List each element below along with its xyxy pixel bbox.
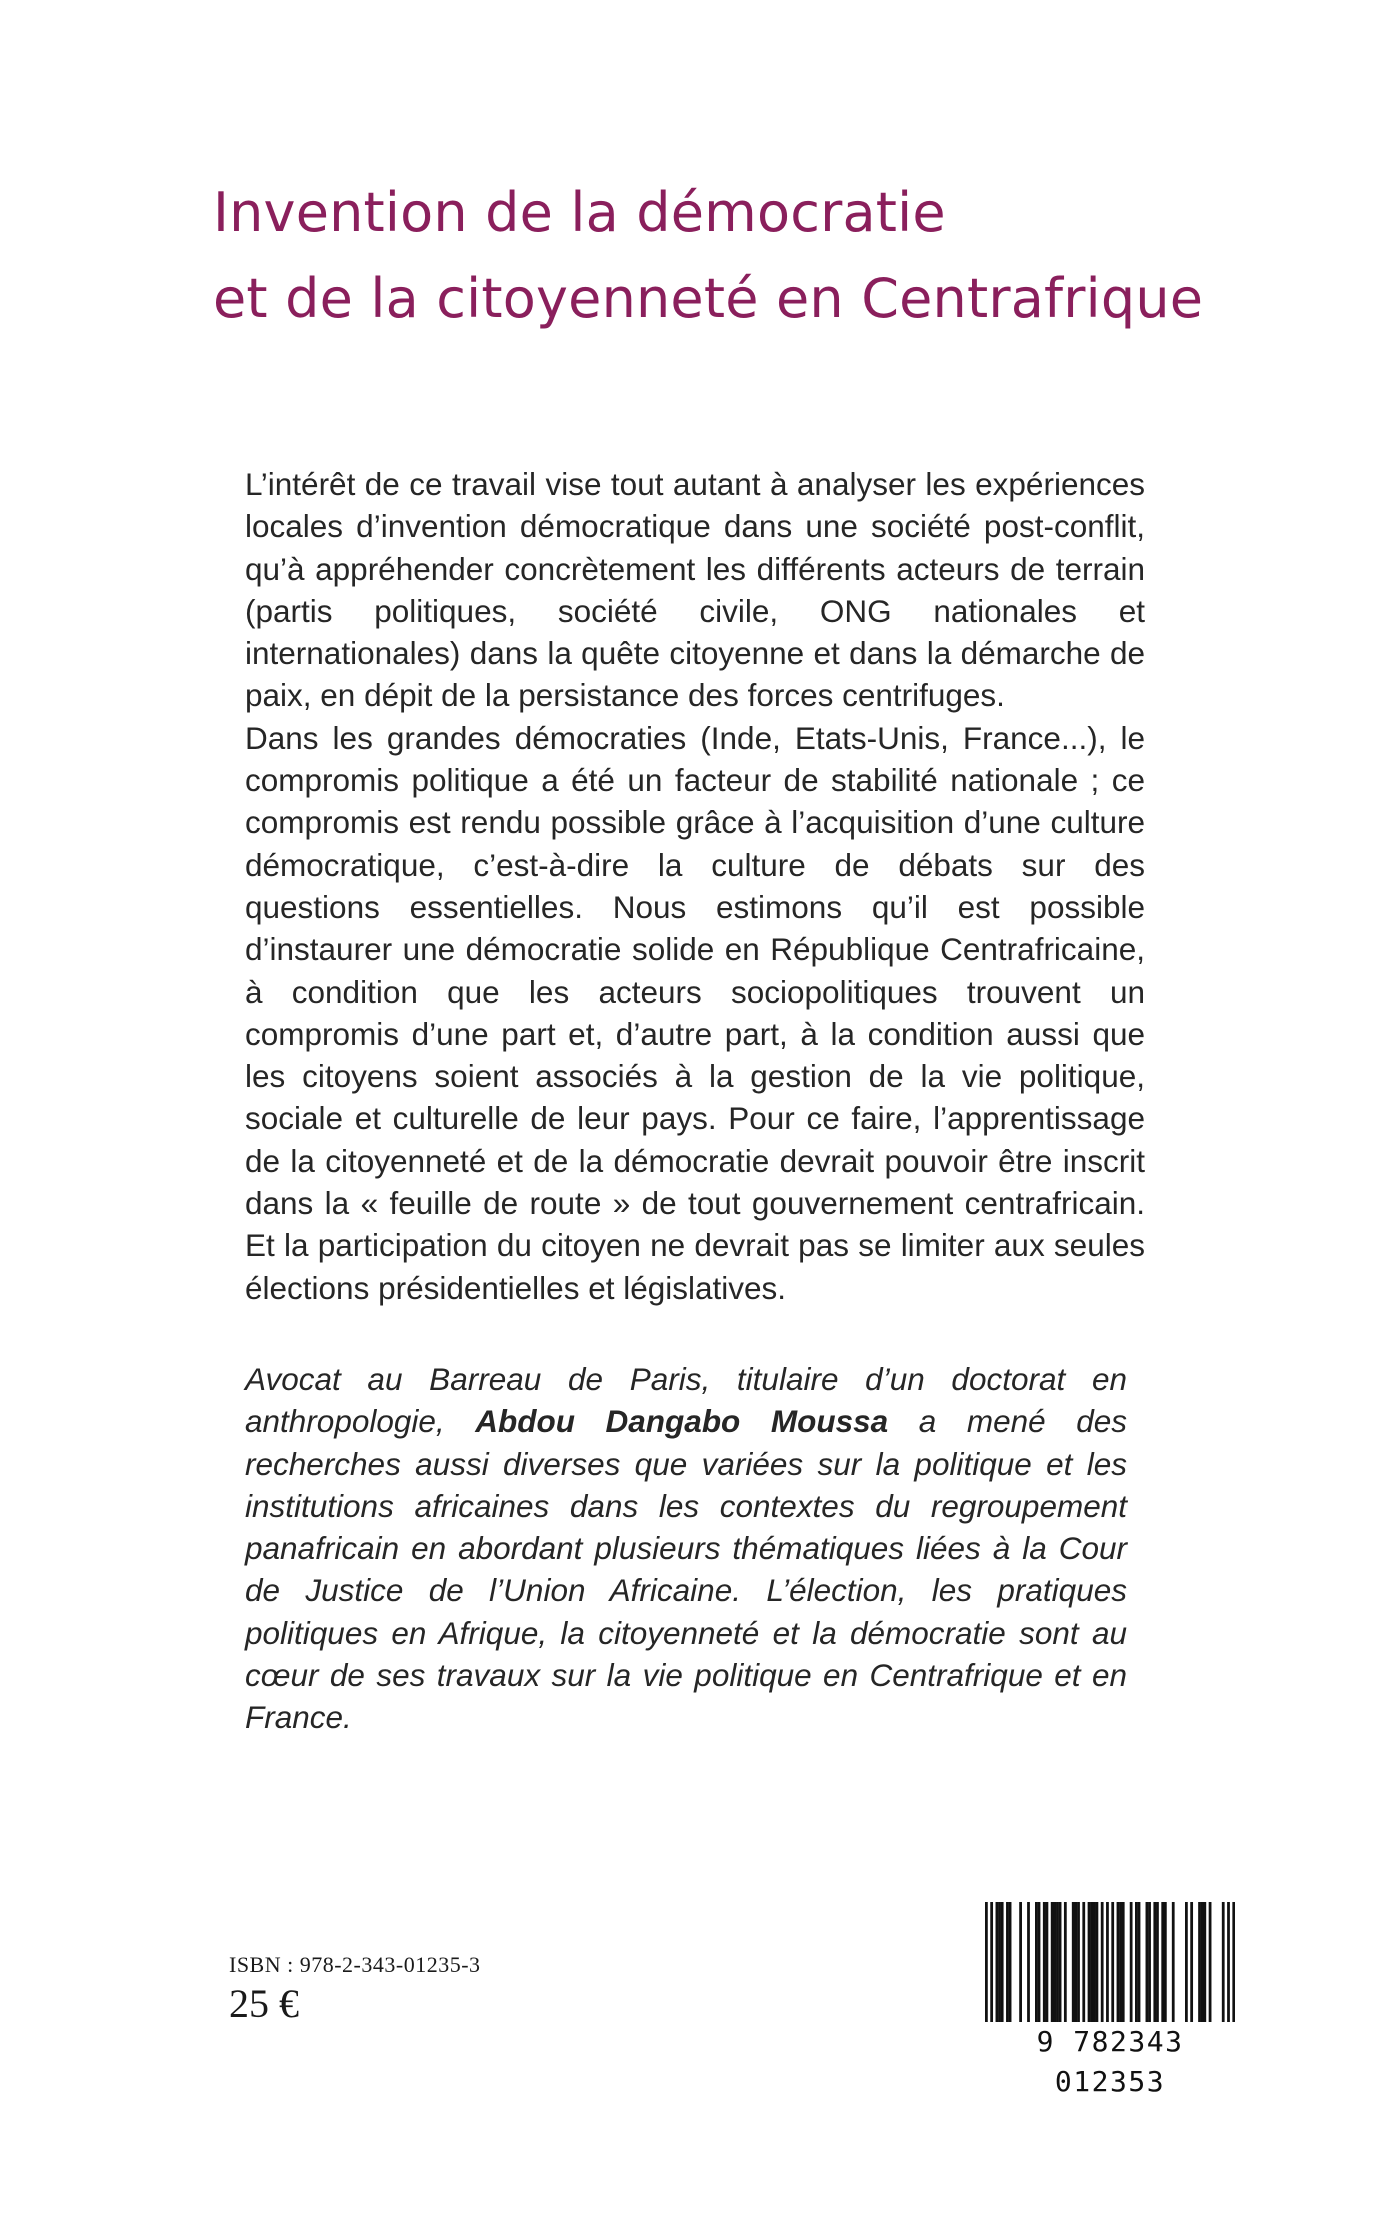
barcode-bar	[1027, 1902, 1030, 2024]
barcode	[985, 1902, 1235, 2098]
barcode-bar	[1185, 1902, 1188, 2024]
barcode-bar	[1222, 1902, 1225, 2024]
author-name: Abdou Dangabo Moussa	[475, 1403, 889, 1440]
barcode-bar	[1074, 1902, 1077, 2024]
barcode-bar	[1227, 1902, 1230, 2037]
barcode-bar	[1153, 1902, 1156, 2024]
summary-paragraph-2: Dans les grandes démocraties (Inde, Etats-Unis, France...), le compromis politique a été un facteur de stabilité nationale ; ce compromis est rendu possible grâce à l’acquisition d’une culture démocratique, c’est-à-dire la culture de débats sur des questions essentielles. Nous estimons qu’il est possible d’instaurer une démocratie solide en République Centrafricaine, à condition que les acteurs sociopolitiques trouvent un compromis d’une part et, d’autre part, à la condition aussi que les citoyens soient associés à la gestion de la vie politique, sociale et culturelle de leur pays. Pour ce faire, l’apprentissage de la citoyenneté et de la démocratie devrait pouvoir être inscrit dans la « feuille de route » de tout gouvernement centrafricain. Et la participation du citoyen ne devrait pas se limiter aux seules élections présidentielles et législatives.	[245, 719, 1145, 1306]
barcode-bar	[1101, 1902, 1104, 2024]
summary-paragraph-1: L’intérêt de ce travail vise tout autant à analyser les expériences locales d’invention démocratique dans une société post-conflit, qu’à appréhender concrètement les différents acteurs de terrain (partis politiques, société civile, ONG nationales et internationales) dans la quête citoyenne et dans la démarche de paix, en dépit de la persistance des forces centrifuges.	[245, 466, 1145, 714]
barcode-bar	[1201, 1902, 1204, 2024]
barcode-bar	[1077, 1902, 1080, 2024]
barcode-bar	[1111, 1902, 1114, 2037]
barcode-bar	[1172, 1902, 1175, 2024]
barcode-bar	[1203, 1902, 1206, 2024]
barcode-bar	[998, 1902, 1001, 2024]
barcode-bar	[1093, 1902, 1096, 2024]
barcode-bar	[1119, 1902, 1122, 2024]
barcode-bar	[1138, 1902, 1141, 2024]
barcode-bar	[1090, 1902, 1093, 2024]
book-title-line-2: et de la citoyenneté en Centrafrique	[213, 267, 1204, 330]
barcode-bar	[1096, 1902, 1099, 2024]
barcode-bar	[1088, 1902, 1091, 2024]
author-bio-text: a mené des recherches aussi diverses que variées sur la politique et les institutions africaines dans les contextes du regroupement panafricain en abordant plusieurs thématiques liées à la Cour de Justice de l’Union Africaine. L’élection, les pratiques politiques en Afrique, la citoyenneté et la démocratie sont au cœur de ses travaux sur la vie politique en Centrafrique et en France.	[245, 1403, 1127, 1736]
barcode-bar	[1146, 1902, 1149, 2024]
isbn-label: ISBN : 978-2-343-01235-3	[229, 1952, 481, 1977]
barcode-bar	[985, 1902, 988, 2037]
barcode-bar	[1056, 1902, 1059, 2024]
author-bio	[245, 1358, 1127, 1739]
barcode-bar	[1053, 1902, 1056, 2024]
barcode-bar	[1019, 1902, 1022, 2024]
barcode-bar	[1122, 1902, 1125, 2024]
barcode-bar	[1156, 1902, 1159, 2024]
barcode-bars-icon	[985, 1902, 1235, 2037]
barcode-bar	[996, 1902, 999, 2024]
barcode-bar	[1035, 1902, 1038, 2024]
barcode-bar	[1006, 1902, 1009, 2024]
barcode-bar	[1198, 1902, 1201, 2024]
barcode-bar	[1043, 1902, 1046, 2024]
barcode-bar	[1059, 1902, 1062, 2024]
barcode-bar	[1164, 1902, 1167, 2024]
barcode-bar	[990, 1902, 993, 2037]
barcode-bar	[1106, 1902, 1109, 2037]
barcode-bar	[1038, 1902, 1041, 2024]
barcode-bar	[1209, 1902, 1212, 2024]
barcode-digits: 9 782343 012353	[985, 2022, 1235, 2102]
book-title	[213, 170, 1203, 342]
barcode-bar	[1072, 1902, 1075, 2024]
barcode-bar	[1232, 1902, 1235, 2037]
barcode-bar	[1190, 1902, 1193, 2024]
barcode-bar	[1161, 1902, 1164, 2024]
barcode-bar	[1064, 1902, 1067, 2024]
barcode-bar	[1082, 1902, 1085, 2024]
barcode-bar	[1046, 1902, 1049, 2024]
barcode-bar	[1009, 1902, 1012, 2024]
barcode-bar	[1135, 1902, 1138, 2024]
price-label: 25 €	[229, 1981, 299, 2026]
author-bio-intro: Avocat au Barreau de Paris, titulaire d’un doctorat en anthropologie,	[245, 1361, 1127, 1440]
book-summary	[245, 463, 1145, 1309]
barcode-bar	[1117, 1902, 1120, 2024]
barcode-bar	[1051, 1902, 1054, 2024]
barcode-bar	[1148, 1902, 1151, 2024]
barcode-bar	[1001, 1902, 1004, 2024]
barcode-bar	[1130, 1902, 1133, 2024]
book-title-line-1: Invention de la démocratie	[213, 181, 946, 244]
